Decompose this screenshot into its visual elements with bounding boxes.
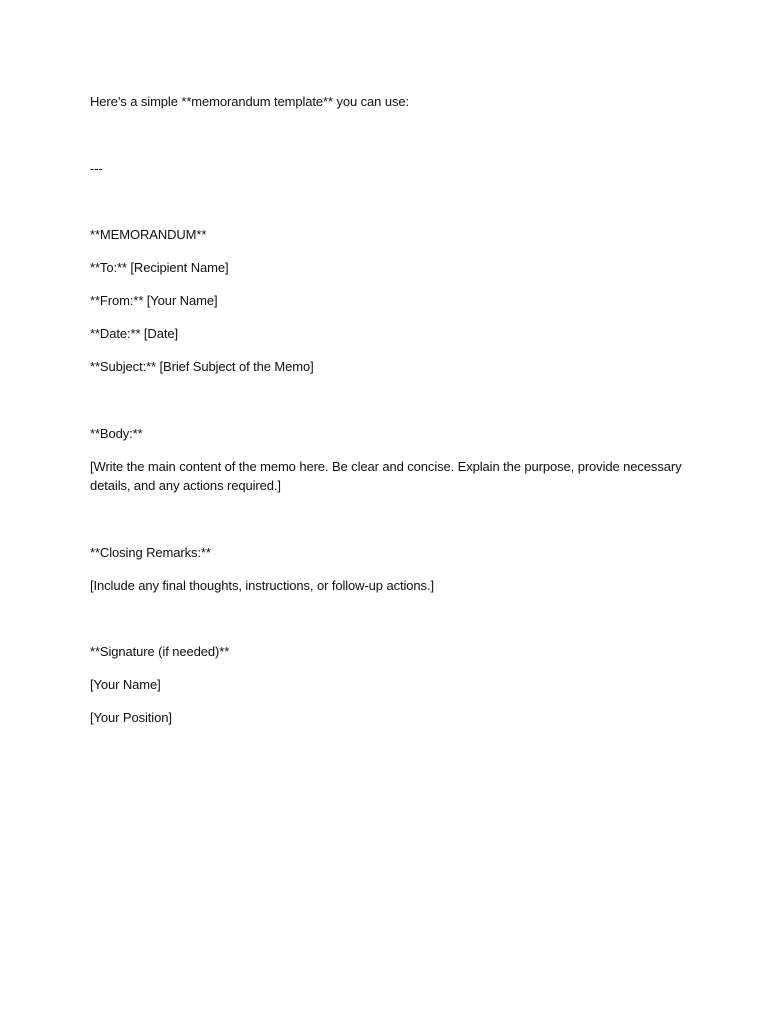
intro-text: Here’s a simple **memorandum template** you can use: bbox=[90, 94, 409, 109]
signature-label: **Signature (if needed)** bbox=[90, 644, 230, 659]
signature-name: [Your Name] bbox=[90, 677, 161, 692]
body-text: [Write the main content of the memo here. Be clear and concise. Explain the purpose, provide necessary details, and any actions required.] bbox=[90, 458, 686, 493]
memo-heading: **MEMORANDUM** bbox=[90, 227, 207, 242]
to-line: **To:** [Recipient Name] bbox=[90, 260, 229, 275]
signature-position: [Your Position] bbox=[90, 710, 172, 725]
from-line: **From:** [Your Name] bbox=[90, 293, 218, 308]
document-body bbox=[90, 92, 690, 728]
closing-text: [Include any final thoughts, instructions, or follow-up actions.] bbox=[90, 577, 434, 593]
subject-line: **Subject:** [Brief Subject of the Memo] bbox=[90, 359, 314, 374]
separator-line: --- bbox=[90, 160, 103, 176]
body-label: **Body:** bbox=[90, 425, 143, 441]
closing-label: **Closing Remarks:** bbox=[90, 544, 211, 560]
date-line: **Date:** [Date] bbox=[90, 326, 179, 341]
